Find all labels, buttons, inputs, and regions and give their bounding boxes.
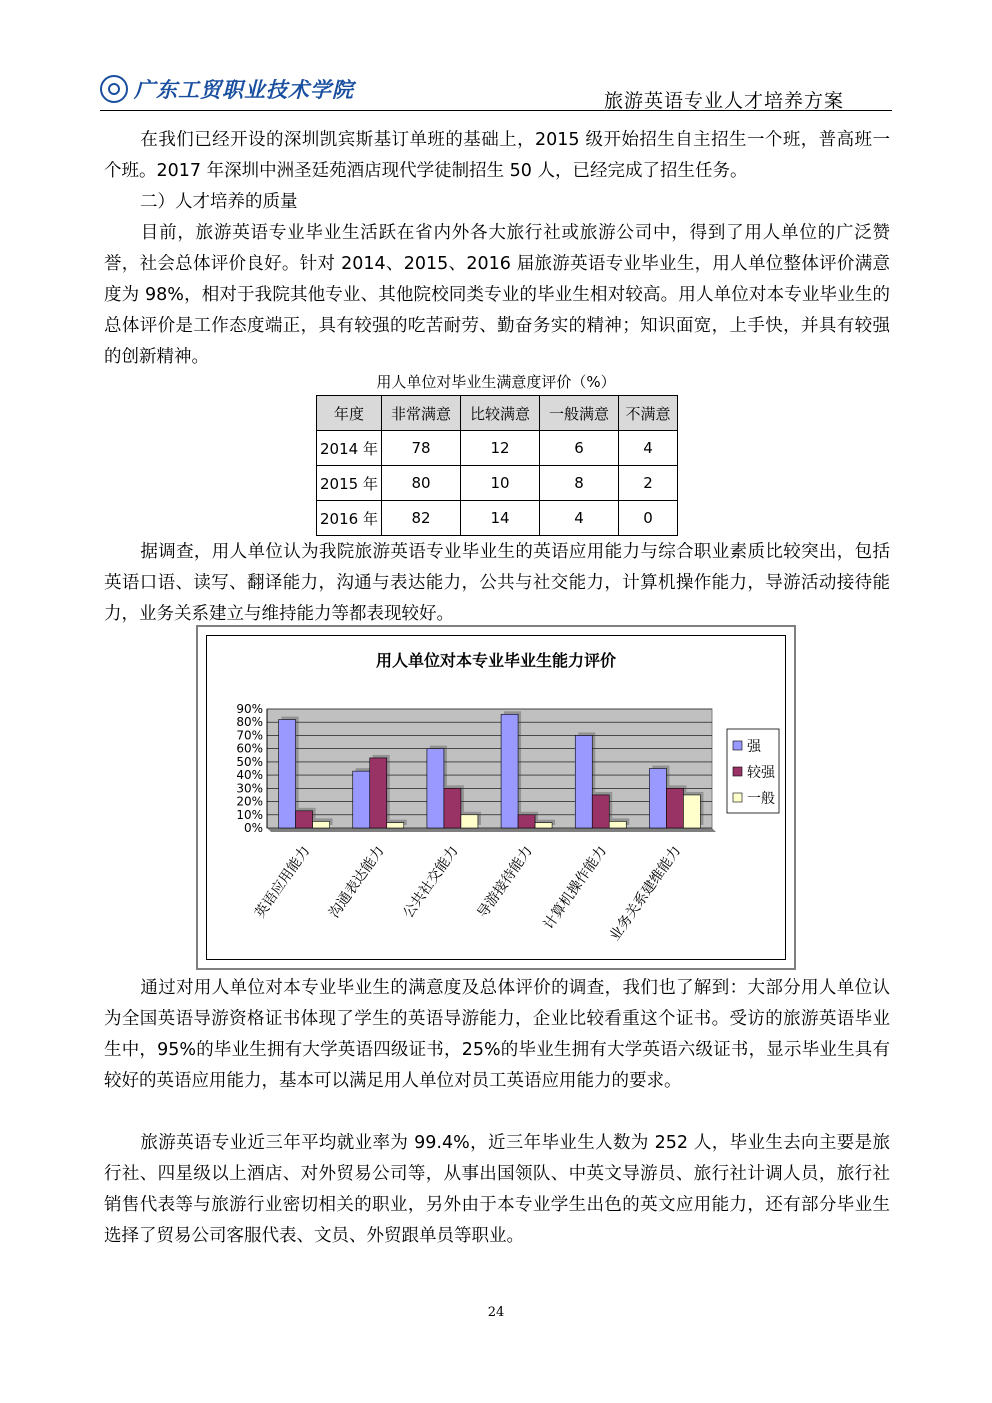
bar — [353, 771, 370, 828]
paragraph-abilities: 据调查，用人单位认为我院旅游英语专业毕业生的英语应用能力与综合职业素质比较突出，包括英语口语、读写、翻译能力，沟通与表达能力，公共与社交能力，计算机操作能力，导游活动接待能力，业务关系建立与维持能力等都表现较好。 — [104, 542, 890, 624]
table-cell: 0 — [619, 501, 678, 536]
table-cell: 14 — [461, 501, 540, 536]
bar — [279, 720, 296, 828]
y-tick-label: 90% — [236, 702, 263, 716]
chart-title: 用人单位对本专业毕业生能力评价 — [375, 651, 616, 670]
plot-background — [267, 709, 712, 828]
bar — [649, 769, 666, 829]
bar — [313, 821, 330, 828]
legend-swatch — [733, 793, 742, 802]
table-cell: 82 — [382, 501, 461, 536]
bar — [461, 815, 478, 828]
table-cell: 4 — [619, 431, 678, 466]
bar — [592, 795, 609, 828]
paragraph-enrollment: 在我们已经开设的深圳凯宾斯基订单班的基础上，2015 级开始招生自主招生一个班，普高班一个班。2017 年深圳中洲圣廷苑酒店现代学徒制招生 50 人，已经完成了招生任务。 — [104, 130, 890, 181]
table-cell: 2 — [619, 466, 678, 501]
table-caption: 用人单位对毕业生满意度评价（%） — [376, 373, 616, 391]
plot-floor — [267, 828, 716, 832]
bar — [501, 714, 518, 828]
chart-area — [206, 635, 786, 960]
bar — [296, 811, 313, 828]
y-tick-label: 10% — [236, 807, 263, 822]
table-header-cell: 不满意 — [619, 396, 678, 431]
table-header-cell: 一般满意 — [540, 396, 619, 431]
table-cell: 10 — [461, 466, 540, 501]
x-category-label: 公共社交能力 — [400, 843, 462, 922]
school-name: 广东工贸职业技术学院 — [134, 77, 354, 102]
page-number: 24 — [487, 1305, 505, 1320]
table-cell: 6 — [540, 431, 619, 466]
table-cell: 80 — [382, 466, 461, 501]
table-header-cell: 比较满意 — [461, 396, 540, 431]
table-cell: 4 — [540, 501, 619, 536]
bar — [427, 749, 444, 828]
bar — [666, 788, 683, 828]
bar — [518, 815, 535, 828]
table-cell: 12 — [461, 431, 540, 466]
y-tick-label: 30% — [236, 781, 263, 796]
table-cell: 8 — [540, 466, 619, 501]
y-tick-label: 40% — [236, 768, 263, 783]
paragraph-evaluation: 目前，旅游英语专业毕业生活跃在省内外各大旅行社或旅游公司中，得到了用人单位的广泛赞誉，社会总体评价良好。针对 2014、2015、2016 届旅游英语专业毕业生，用人单位整体评价满意度为 98%，相对于我院其他专业、其他院校同类专业的毕业生相对较高。用人单位对本专业毕业生的总体评价是工作态度端正，具有较强的吃苦耐劳、勤奋务实的精神；知识面宽，上手快，并具有较强的创新精神。 — [104, 223, 890, 367]
legend-label: 一般 — [747, 791, 775, 807]
table-row — [317, 431, 678, 466]
table-cell: 78 — [382, 431, 461, 466]
y-tick-label: 50% — [236, 754, 263, 769]
table-header-cell: 非常满意 — [382, 396, 461, 431]
bar — [444, 788, 461, 828]
table-header-row — [317, 396, 678, 431]
table-row — [317, 466, 678, 501]
ability-chart — [196, 625, 796, 970]
y-tick-label: 0% — [243, 821, 263, 835]
table-cell: 2016 年 — [317, 501, 382, 536]
bar — [387, 823, 404, 828]
chart-svg — [207, 636, 787, 961]
legend-swatch — [733, 767, 742, 776]
bar — [535, 823, 552, 828]
page-header — [100, 72, 892, 112]
legend-label: 较强 — [747, 765, 775, 781]
x-category-label: 业务关系建维能力 — [606, 843, 685, 945]
y-tick-label: 70% — [236, 728, 263, 743]
y-tick-label: 80% — [236, 715, 263, 730]
y-tick-label: 20% — [236, 794, 263, 809]
table-cell: 2015 年 — [317, 466, 382, 501]
x-category-label: 计算机操作能力 — [540, 843, 611, 933]
legend-swatch — [733, 741, 742, 750]
bar — [575, 735, 592, 828]
document-title: 旅游英语专业人才培养方案 — [603, 90, 844, 112]
x-category-label: 英语应用能力 — [252, 843, 314, 922]
bar — [609, 821, 626, 828]
x-category-label: 沟通表达能力 — [326, 843, 388, 922]
table-cell: 2014 年 — [317, 431, 382, 466]
legend-label: 强 — [747, 739, 761, 755]
paragraph-certificates: 通过对用人单位对本专业毕业生的满意度及总体评价的调查，我们也了解到：大部分用人单位认为全国英语导游资格证书体现了学生的英语导游能力，企业比较看重这个证书。受访的旅游英语毕业生中，95%的毕业生拥有大学英语四级证书，25%的毕业生拥有大学英语六级证书，显示毕业生具有较好的英语应用能力，基本可以满足用人单位对员工英语应用能力的要求。 — [104, 978, 890, 1091]
school-logo — [100, 74, 354, 104]
school-emblem-icon — [100, 75, 128, 103]
bar — [370, 758, 387, 828]
paragraph-employment: 旅游英语专业近三年平均就业率为 99.4%，近三年毕业生人数为 252 人，毕业生去向主要是旅行社、四星级以上酒店、对外贸易公司等，从事出国领队、中英文导游员、旅行社计调人员，旅行社销售代表等与旅游行业密切相关的职业，另外由于本专业学生出色的英文应用能力，还有部分毕业生选择了贸易公司客服代表、文员、外贸跟单员等职业。 — [104, 1133, 890, 1246]
y-tick-label: 60% — [236, 741, 263, 756]
header-rule — [100, 110, 892, 111]
section-heading-quality: 二）人才培养的质量 — [140, 192, 298, 212]
bar — [683, 795, 700, 828]
table-row — [317, 501, 678, 536]
x-category-label: 导游接待能力 — [474, 843, 536, 922]
table-header-cell: 年度 — [317, 396, 382, 431]
satisfaction-table — [316, 395, 678, 536]
